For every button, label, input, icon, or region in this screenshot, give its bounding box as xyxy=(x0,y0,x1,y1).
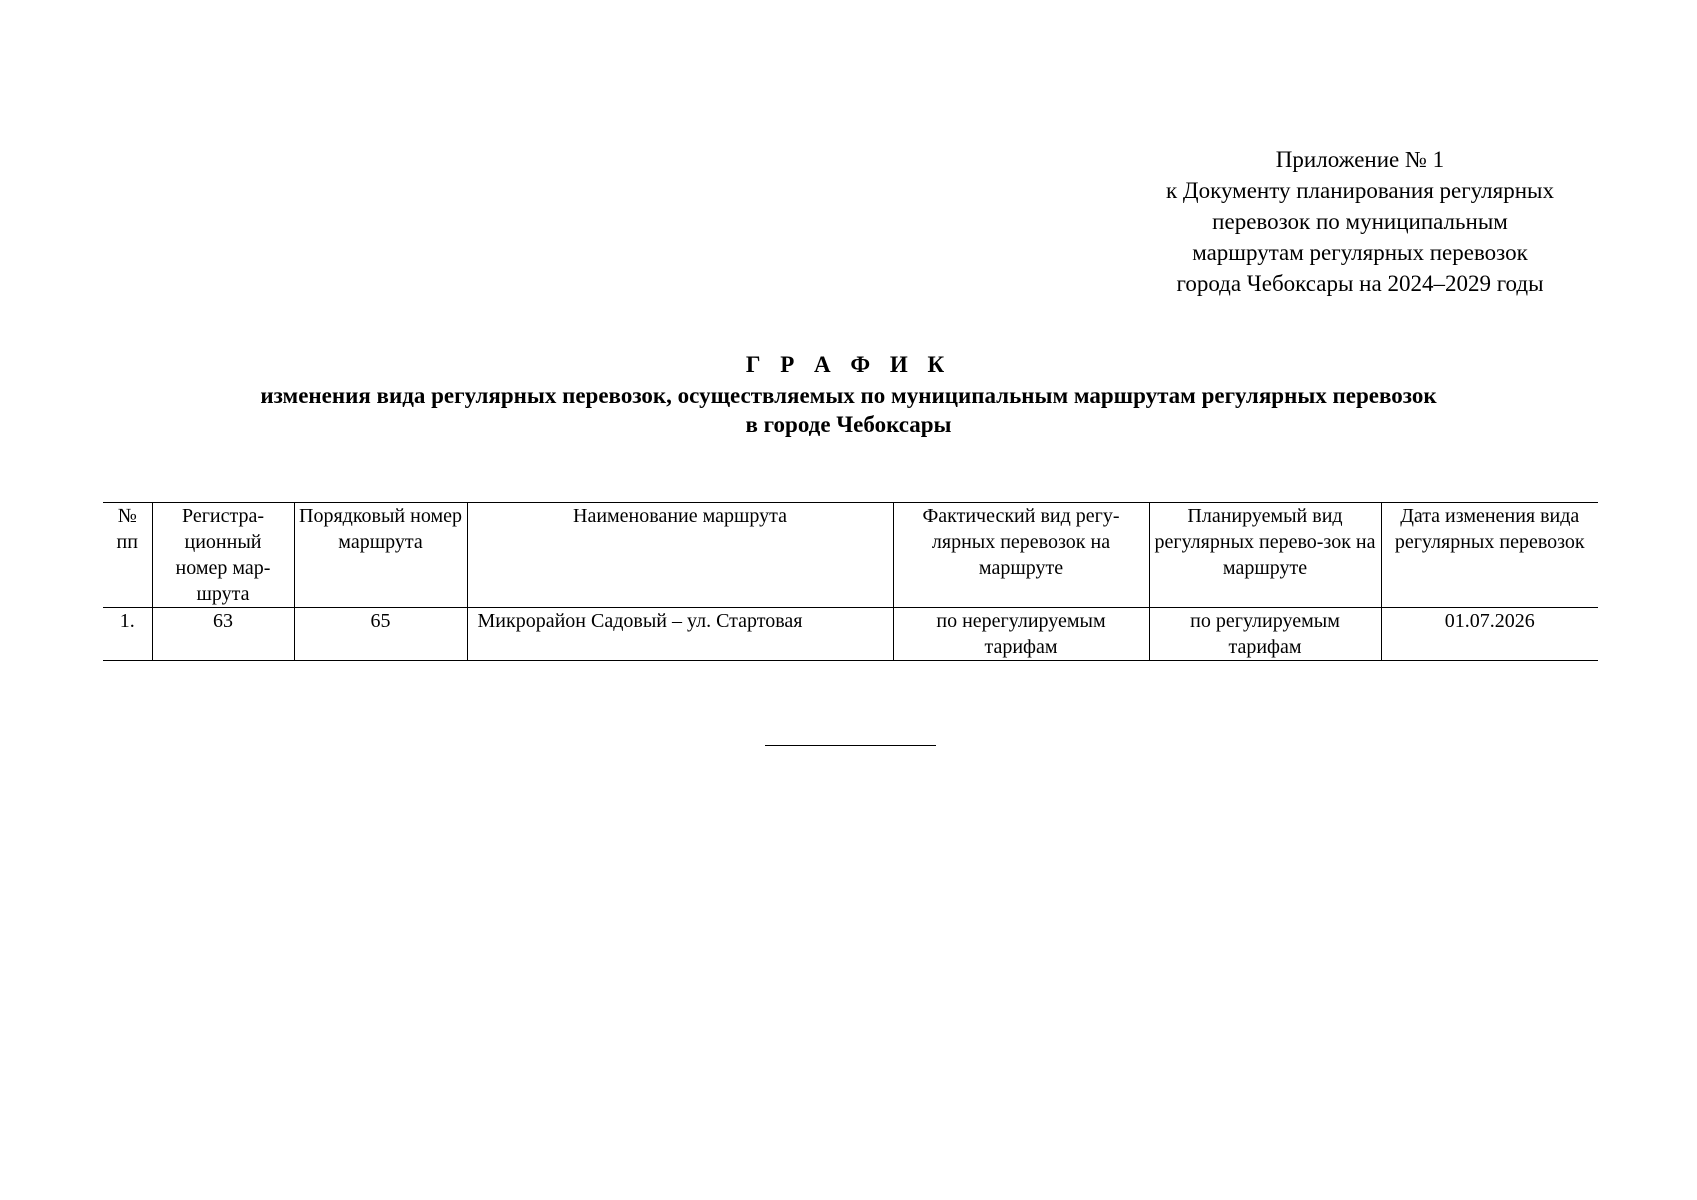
appendix-line: города Чебоксары на 2024–2029 годы xyxy=(1176,271,1544,296)
schedule-table xyxy=(103,502,1598,661)
appendix-block xyxy=(1120,144,1600,299)
cell-planned-type: по регулируемым тарифам xyxy=(1149,608,1381,661)
header-order-number: Порядковый номер маршрута xyxy=(294,503,467,608)
table-row xyxy=(103,608,1598,661)
header-route-name: Наименование маршрута xyxy=(467,503,893,608)
cell-change-date: 01.07.2026 xyxy=(1381,608,1598,661)
cell-order-number: 65 xyxy=(294,608,467,661)
header-planned-type: Планируемый вид регулярных перево-зок на маршруте xyxy=(1149,503,1381,608)
table-header-row xyxy=(103,503,1598,608)
appendix-line: к Документу планирования регулярных xyxy=(1165,178,1554,203)
header-change-date: Дата изменения вида регулярных перевозок xyxy=(1381,503,1598,608)
document-subtitle-line: в городе Чебоксары xyxy=(745,412,952,437)
header-actual-type: Фактический вид регу-лярных перевозок на маршруте xyxy=(893,503,1149,608)
cell-number: 1. xyxy=(103,608,152,661)
appendix-line: маршрутам регулярных перевозок xyxy=(1192,240,1528,265)
document-title: Г Р А Ф И К xyxy=(745,352,952,377)
header-number: № пп xyxy=(103,503,152,608)
appendix-line: перевозок по муниципальным xyxy=(1212,209,1508,234)
header-reg-number: Регистра-ционный номер мар-шрута xyxy=(152,503,294,608)
cell-reg-number: 63 xyxy=(152,608,294,661)
document-subtitle-line: изменения вида регулярных перевозок, осуществляемых по муниципальным маршрутам регулярных перевозок xyxy=(260,383,1437,408)
end-separator-line xyxy=(765,745,936,746)
cell-route-name: Микрорайон Садовый – ул. Стартовая xyxy=(467,608,893,661)
document-heading xyxy=(0,350,1697,439)
cell-actual-type: по нерегулируемым тарифам xyxy=(893,608,1149,661)
appendix-line: Приложение № 1 xyxy=(1275,147,1445,172)
